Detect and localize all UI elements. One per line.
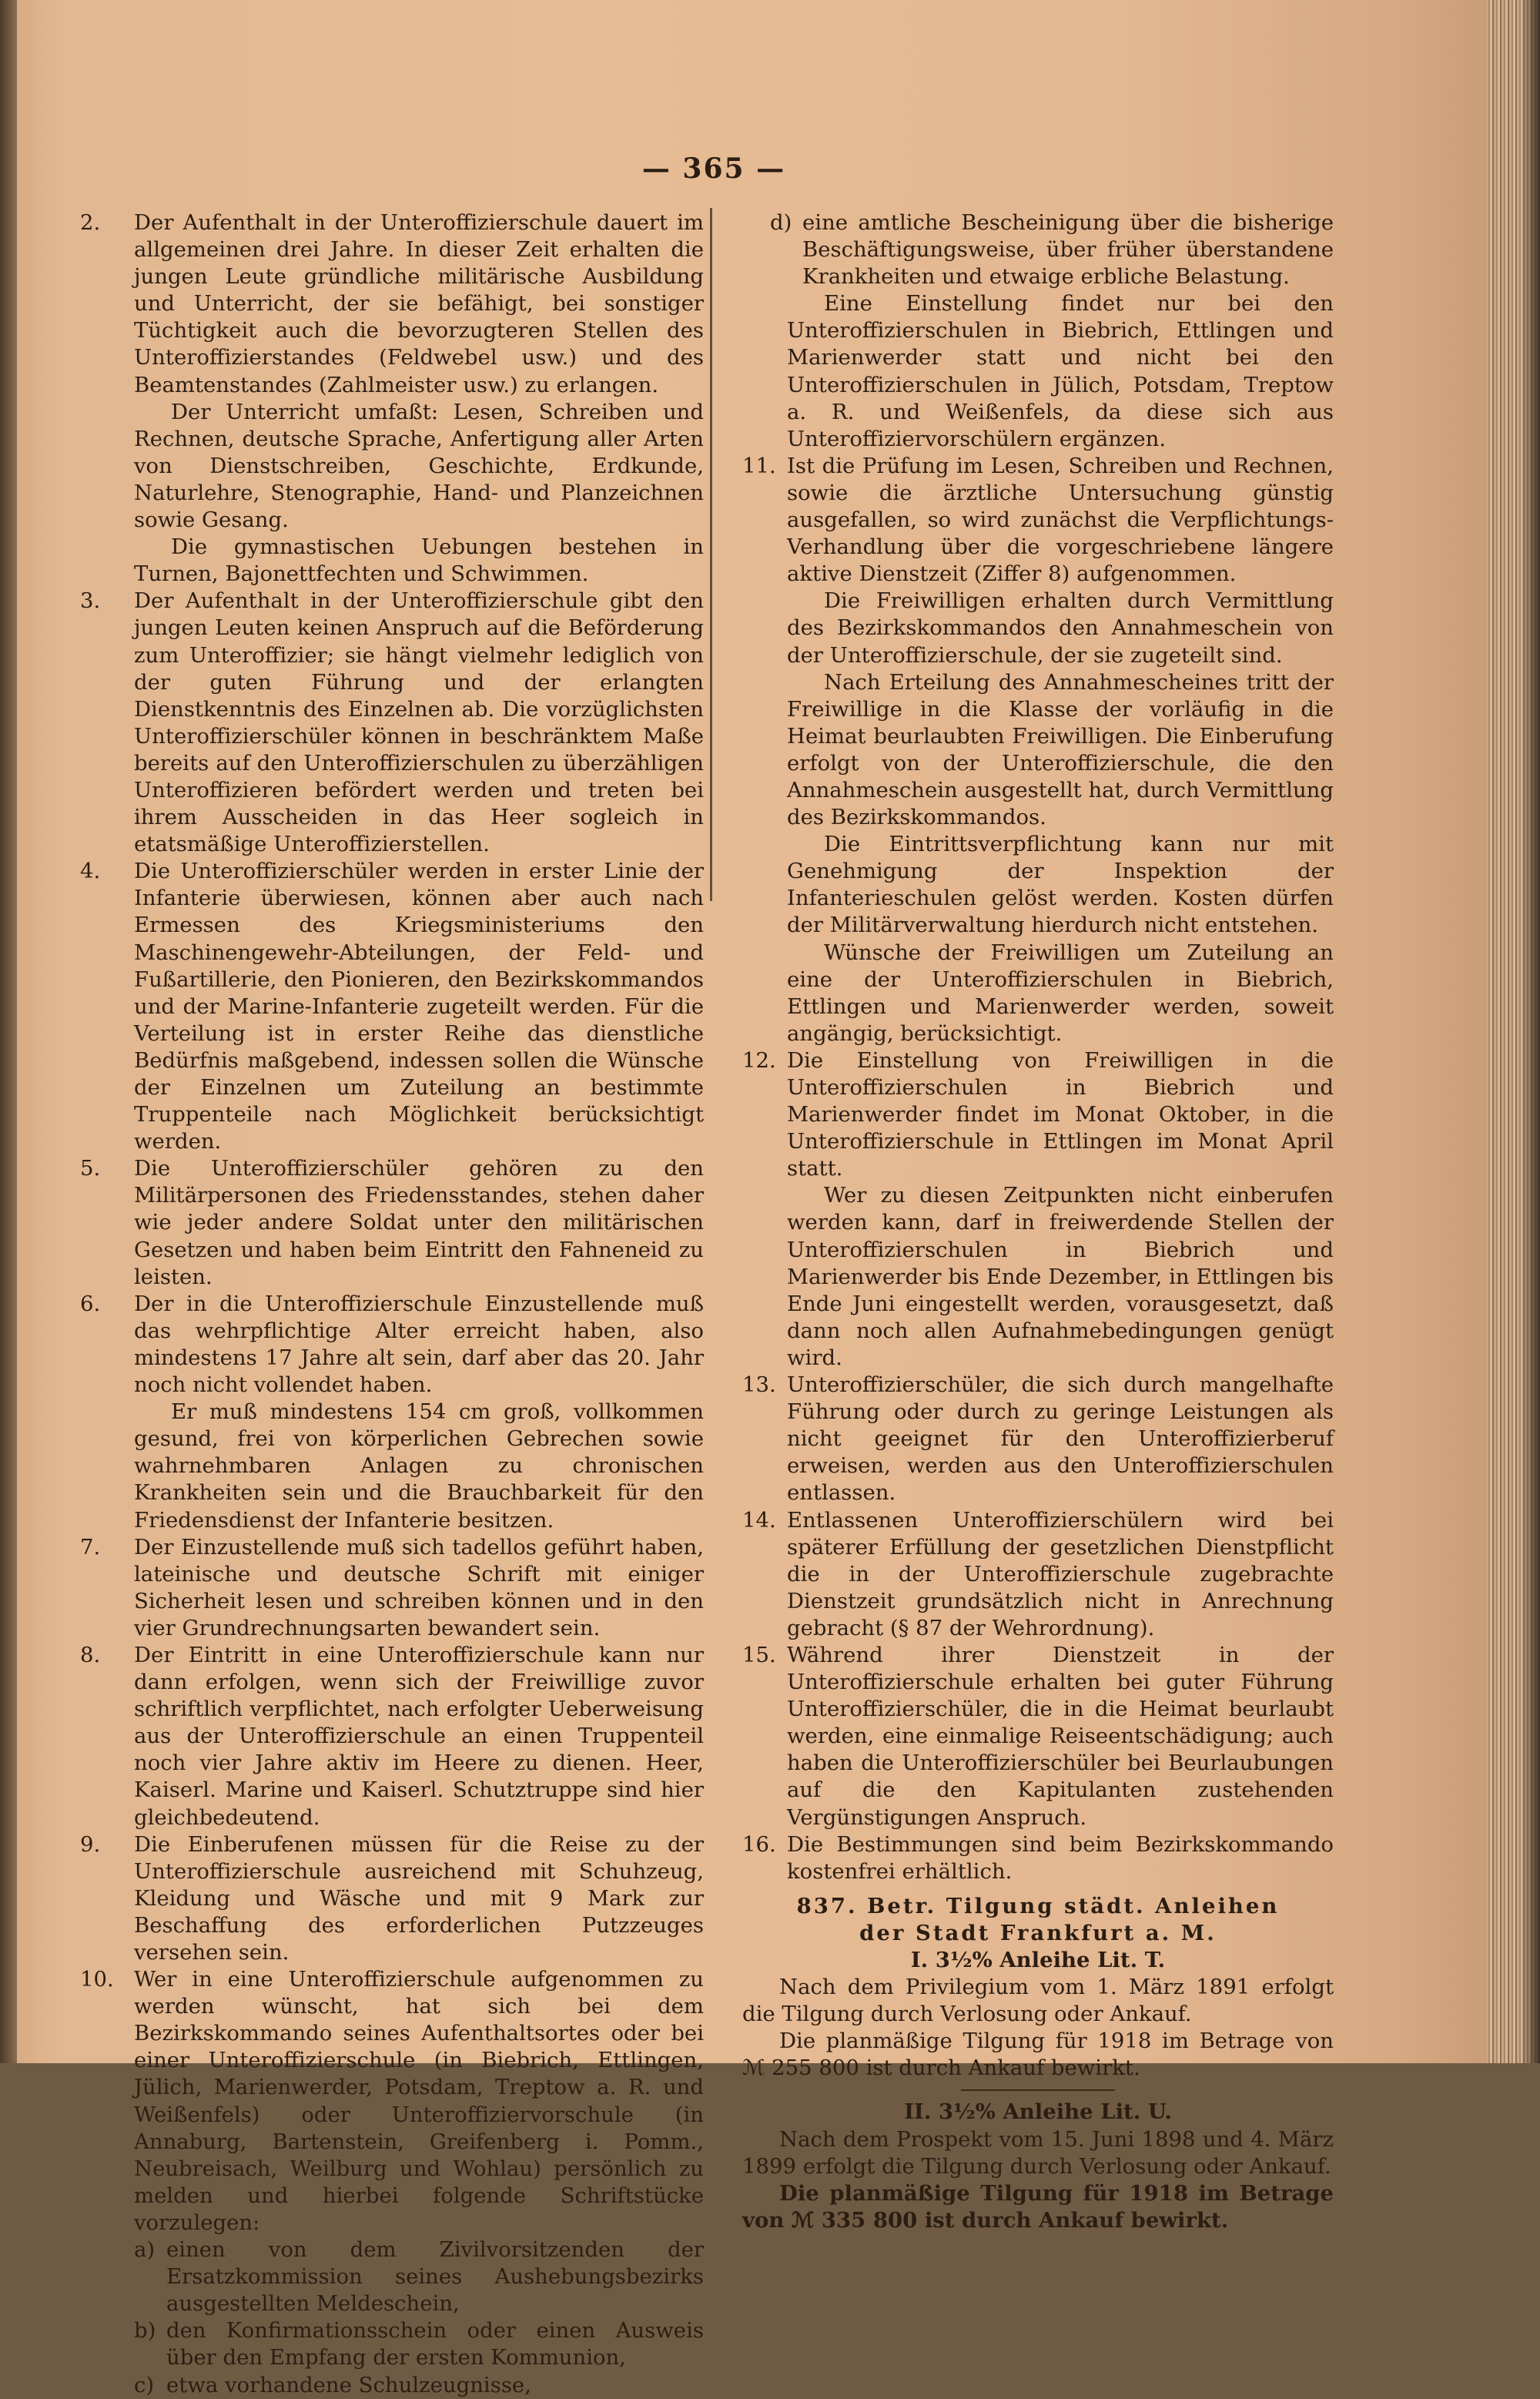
book-spine <box>0 0 17 2063</box>
item-number: 3. <box>80 588 101 614</box>
paragraph: Wer in eine Unteroffizierschule aufgenommen zu werden wünscht, hat sich bei dem Bezirkskommando seines Aufenthaltsortes oder bei einer Unteroffizierschule (in Biebrich, Ettlingen, Jülich, Marienwerder, Potsdam, Treptow a. R. und Weißenfels) oder Unteroffiziervorschule (in Annaburg, Bartenstein, Greifenberg i. Pomm., Neubreisach, Weilburg und Wohlau) persönlich zu melden und hierbei folgende Schriftstücke vorzulegen: <box>134 1967 704 2235</box>
section-rule <box>961 2089 1115 2091</box>
paragraph: Nach Erteilung des Annahmescheines tritt der Freiwillige in die Klasse der vorläufig in die Heimat beurlaubten Freiwilligen. Die Einberufung erfolgt von der Unteroffizierschule, die den Annahmeschein ausgestellt hat, durch Vermittlung des Bezirkskommandos. <box>787 669 1334 830</box>
page-edges <box>1486 0 1540 2063</box>
item-11 <box>742 453 1334 1047</box>
item-number: 5. <box>80 1156 101 1181</box>
item-number: 6. <box>80 1291 101 1316</box>
paragraph: Der Einzustellende muß sich tadellos geführt haben, lateinische und deutsche Schrift mit einiger Sicherheit lesen und schreiben können und in den vier Grundrechnungsarten bewandert sein. <box>134 1534 704 1640</box>
sub-label: b) <box>134 2318 156 2344</box>
item-12 <box>742 1047 1334 1372</box>
item-15 <box>742 1642 1334 1831</box>
notice-heading-line-2: der Stadt Frankfurt a. M. <box>859 1920 1217 1945</box>
column-divider <box>710 208 712 901</box>
item-13 <box>742 1372 1334 1506</box>
item-8 <box>80 1642 704 1831</box>
item-4 <box>80 858 704 1155</box>
paragraph: Ist die Prüfung im Lesen, Schreiben und Rechnen, sowie die ärztliche Untersuchung günstig ausgefallen, so wird zunächst die Verpflichtungs-Verhandlung über die vorgeschriebene längere aktive Dienstzeit (Ziffer 8) aufgenommen. <box>787 453 1334 587</box>
document-page <box>17 0 1486 2397</box>
notice-837 <box>742 1893 1334 2234</box>
left-column <box>80 209 704 2399</box>
sub-label: c) <box>134 2372 155 2397</box>
item-number: 12. <box>742 1047 776 1073</box>
paragraph: Die gymnastischen Uebungen bestehen in Turnen, Bajonettfechten und Schwimmen. <box>134 534 704 587</box>
item-6 <box>80 1291 704 1534</box>
sub-text: den Konfirmationsschein oder einen Ausweis über den Empfang der ersten Kommunion, <box>166 2318 704 2371</box>
sub-item-c <box>134 2372 704 2399</box>
paragraph: Die Freiwilligen erhalten durch Vermittlung des Bezirkskommandos den Annahmeschein von der Unteroffizierschule, der sie zugeteilt sind. <box>787 588 1334 668</box>
item-3 <box>80 588 704 858</box>
paragraph: Entlassenen Unteroffizierschülern wird bei späterer Erfüllung der gesetzlichen Dienstpflicht die in der Unteroffizierschule zugebrachte Dienstzeit grundsätzlich nicht in Anrechnung gebracht (§ 87 der Wehrordnung). <box>787 1507 1334 1640</box>
item-16 <box>742 1831 1334 1885</box>
paragraph: Die Bestimmungen sind beim Bezirkskommando kostenfrei erhältlich. <box>787 1831 1334 1884</box>
sub-item-a <box>134 2236 704 2317</box>
paragraph: Die Unteroffizierschüler werden in erster Linie der Infanterie überwiesen, können aber auch nach Ermessen des Kriegsministeriums den Maschinengewehr-Abteilungen, der Feld- und Fußartillerie, den Pionieren, den Bezirkskommandos und der Marine-Infanterie zugeteilt werden. Für die Verteilung ist in erster Reihe das dienstliche Bedürfnis maßgebend, indessen sollen die Wünsche der Einzelnen um Zuteilung an bestimmte Truppenteile nach Möglichkeit berücksichtigt werden. <box>134 859 704 1154</box>
item-5 <box>80 1155 704 1290</box>
item-number: 10. <box>80 1967 114 1992</box>
item-number: 11. <box>742 453 776 478</box>
paragraph: Unteroffizierschüler, die sich durch mangelhafte Führung oder durch zu geringe Leistungen als nicht geeignet für den Unteroffizierberuf erweisen, werden aus den Unteroffizierschulen entlassen. <box>787 1372 1334 1506</box>
paragraph: Der Unterricht umfaßt: Lesen, Schreiben und Rechnen, deutsche Sprache, Anfertigung aller Arten von Dienstschreiben, Geschichte, Erdkunde, Naturlehre, Stenographie, Hand- und Planzeichnen sowie Gesang. <box>134 399 704 533</box>
notice-heading: 837. Betr. Tilgung städt. Anleihen <box>796 1893 1280 1918</box>
notice-subheading: I. 3½% Anleihe Lit. T. <box>910 1948 1166 1972</box>
item-14 <box>742 1507 1334 1642</box>
sub-item-d <box>742 209 1334 290</box>
item-number: 4. <box>80 859 101 884</box>
item-number: 13. <box>742 1372 776 1398</box>
paragraph: Die Einstellung von Freiwilligen in die Unteroffizierschulen in Biebrich und Marienwerder findet im Monat Oktober, in die Unteroffizierschule in Ettlingen im Monat April statt. <box>787 1047 1334 1181</box>
page-number: — 365 — <box>641 152 786 185</box>
item-number: 16. <box>742 1831 776 1857</box>
sub-text: einen von dem Zivilvorsitzenden der Ersatzkommission seines Aushebungsbezirks ausgestellten Meldeschein, <box>166 2237 704 2317</box>
paragraph: Er muß mindestens 154 cm groß, vollkommen gesund, frei von körperlichen Gebrechen sowie wahrnehmbaren Anlagen zu chronischen Krankheiten sein und die Brauchbarkeit für den Friedensdienst der Infanterie besitzen. <box>134 1399 704 1533</box>
paragraph: Der Eintritt in eine Unteroffizierschule kann nur dann erfolgen, wenn sich der Freiwillige zuvor schriftlich verpflichtet, nach erfolgter Ueberweisung aus der Unteroffizierschule an einen Truppenteil noch vier Jahre aktiv im Heere zu dienen. Heer, Kaiserl. Marine und Kaiserl. Schutztruppe sind hier gleichbedeutend. <box>134 1642 704 1830</box>
sub-text: eine amtliche Bescheinigung über die bisherige Beschäftigungsweise, über früher überstandene Krankheiten und etwaige erbliche Belastung. <box>802 210 1334 290</box>
paragraph: Wünsche der Freiwilligen um Zuteilung an eine der Unteroffizierschulen in Biebrich, Ettlingen und Marienwerder werden, soweit angängig, berücksichtigt. <box>787 940 1334 1046</box>
sub-text: etwa vorhandene Schulzeugnisse, <box>166 2372 531 2397</box>
item-10 <box>80 1966 704 2399</box>
sub-label: d) <box>770 210 792 235</box>
item-9 <box>80 1831 704 1966</box>
sub-item-b <box>134 2317 704 2371</box>
item-7 <box>80 1534 704 1642</box>
paragraph: Der Aufenthalt in der Unteroffizierschule dauert im allgemeinen drei Jahre. In dieser Zeit erhalten die jungen Leute gründliche militärische Ausbildung und Unterricht, der sie befähigt, bei sonstiger Tüchtigkeit auch die bevorzugteren Stellen des Unteroffizierstandes (Feldwebel usw.) und des Beamtenstandes (Zahlmeister usw.) zu erlangen. <box>134 210 704 397</box>
paragraph: Die Unteroffizierschüler gehören zu den Militärpersonen des Friedensstandes, stehen daher wie jeder andere Soldat unter den militärischen Gesetzen und haben beim Eintritt den Fahneneid zu leisten. <box>134 1156 704 1289</box>
paragraph: Nach dem Privilegium vom 1. März 1891 erfolgt die Tilgung durch Verlosung oder Ankauf. <box>742 1975 1334 2027</box>
item-number: 8. <box>80 1642 101 1667</box>
sub-label: a) <box>134 2237 156 2263</box>
paragraph: Eine Einstellung findet nur bei den Unteroffizierschulen in Biebrich, Ettlingen und Marienwerder statt und nicht bei den Unteroffizierschulen in Jülich, Potsdam, Treptow a. R. und Weißenfels, da diese sich aus Unteroffiziervorschülern ergänzen. <box>787 291 1334 451</box>
paragraph: Nach dem Prospekt vom 15. Juni 1898 und 4. März 1899 erfolgt die Tilgung durch Verlosung oder Ankauf. <box>742 2126 1334 2179</box>
item-number: 9. <box>80 1831 101 1857</box>
paragraph: Die planmäßige Tilgung für 1918 im Betrage von ℳ 255 800 ist durch Ankauf bewirkt. <box>742 2029 1334 2081</box>
item-number: 7. <box>80 1534 101 1560</box>
paragraph: Der in die Unteroffizierschule Einzustellende muß das wehrpflichtige Alter erreicht haben, also mindestens 17 Jahre alt sein, darf aber das 20. Jahr noch nicht vollendet haben. <box>134 1291 704 1398</box>
item-number: 15. <box>742 1642 776 1667</box>
paragraph: Die Einberufenen müssen für die Reise zu der Unteroffizierschule ausreichend mit Schuhzeug, Kleidung und Wäsche und mit 9 Mark zur Beschaffung des erforderlichen Putzzeuges versehen sein. <box>134 1831 704 1965</box>
item-number: 2. <box>80 210 101 235</box>
paragraph: Wer zu diesen Zeitpunkten nicht einberufen werden kann, darf in freiwerdende Stellen der Unteroffizierschulen in Biebrich und Marienwerder bis Ende Dezember, in Ettlingen bis Ende Juni eingestellt werden, vorausgesetzt, daß dann noch allen Aufnahmebedingungen genügt wird. <box>787 1183 1334 1370</box>
notice-subheading: II. 3½% Anleihe Lit. U. <box>904 2099 1172 2125</box>
item-2 <box>80 209 704 588</box>
right-column <box>742 209 1334 2234</box>
paragraph: Während ihrer Dienstzeit in der Unteroffizierschule erhalten bei guter Führung Unteroffizierschüler, die in die Heimat beurlaubt werden, eine einmalige Reiseentschädigung; auch haben die Unteroffizierschüler bei Beurlaubungen auf die den Kapitulanten zustehenden Vergünstigungen Anspruch. <box>787 1642 1334 1830</box>
paragraph: Der Aufenthalt in der Unteroffizierschule gibt den jungen Leuten keinen Anspruch auf die Beförderung zum Unteroffizier; sie hängt vielmehr lediglich von der guten Führung und der erlangten Dienstkenntnis des Einzelnen ab. Die vorzüglichsten Unteroffizierschüler können in beschränktem Maße bereits auf den Unteroffizierschulen zu überzähligen Unteroffizieren befördert werden und treten bei ihrem Ausscheiden in das Heer sogleich in etatsmäßige Unteroffizierstellen. <box>134 588 704 857</box>
paragraph: Die Eintrittsverpflichtung kann nur mit Genehmigung der Inspektion der Infanterieschulen gelöst werden. Kosten dürfen der Militärverwaltung hierdurch nicht entstehen. <box>787 832 1334 938</box>
item-number: 14. <box>742 1507 776 1533</box>
paragraph: Die planmäßige Tilgung für 1918 im Betrage von ℳ 335 800 ist durch Ankauf bewirkt. <box>742 2180 1334 2233</box>
